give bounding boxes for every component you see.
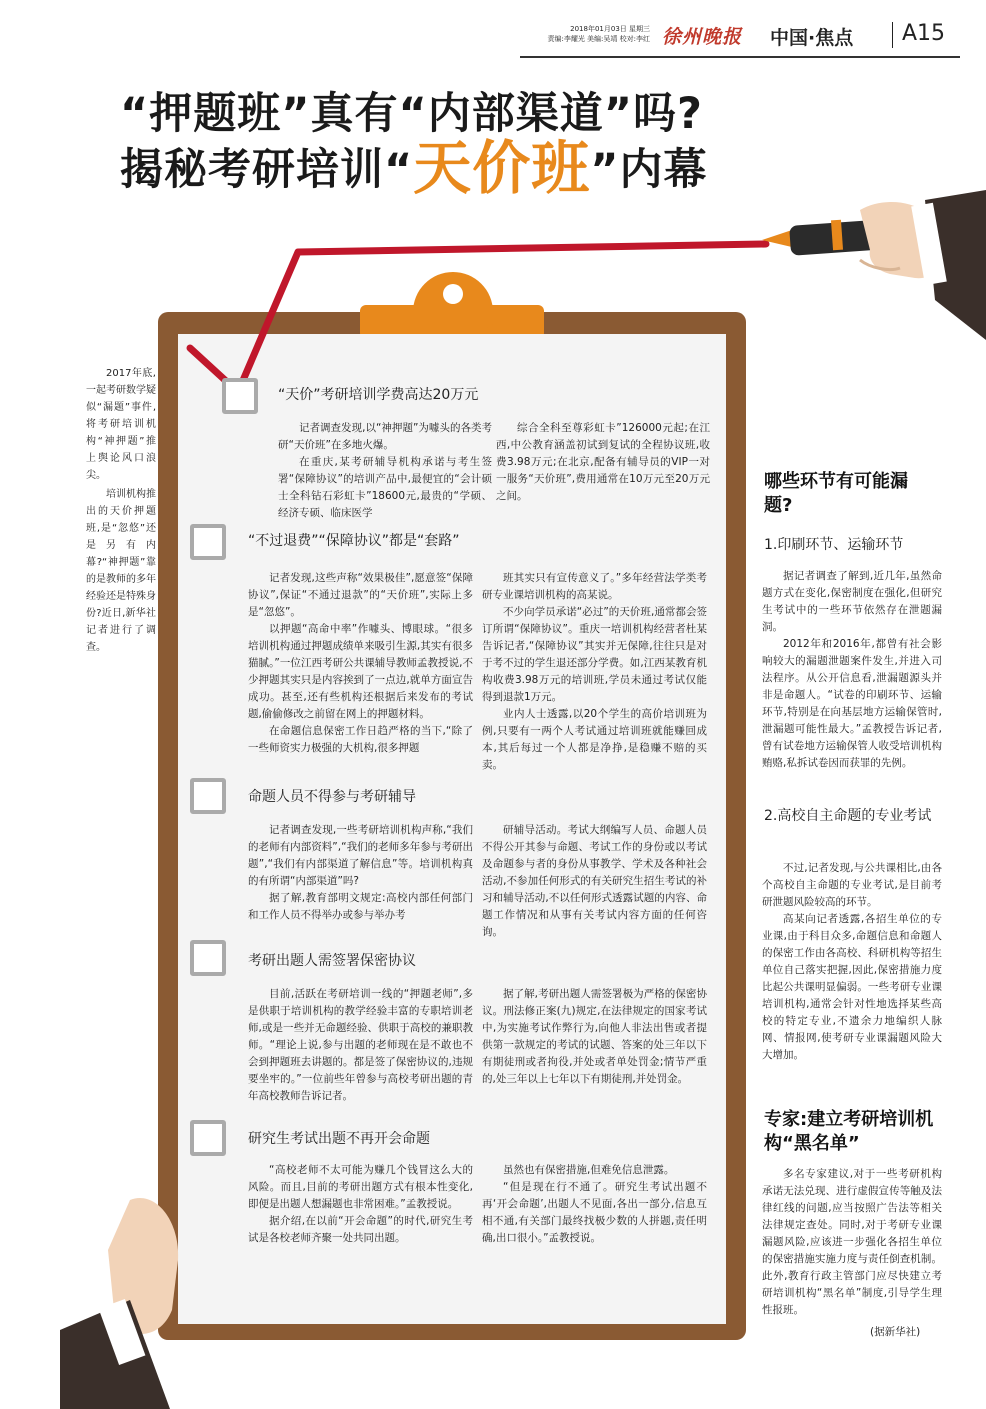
- sidebar-body: [762, 860, 942, 1064]
- checkbox-icon: [190, 1120, 226, 1156]
- section-text-left: [248, 986, 473, 1105]
- section-text-right: [482, 986, 707, 1088]
- clipboard-clip: [413, 272, 493, 328]
- paragraph: 不过,记者发现,与公共课相比,由各个高校自主命题的专业考试,是目前考研泄题风险较高的环节。: [762, 862, 942, 908]
- date-line: 2018年01月03日 星期三: [570, 25, 650, 33]
- paragraph: 2012年和2016年,都曾有社会影响较大的漏题泄题案件发生,并进入司法程序。从公开信息看,泄漏题源头并非是命题人。“试卷的印刷环节、运输环节,特别是在向基层地方运输保管时,泄漏题可能性最大。”孟教授告诉记者,曾有试卷地方运输保管人收受培训机构贿赂,私拆试卷因而获罪的先例。: [762, 638, 942, 769]
- newspaper-logo: 徐州晚报: [662, 26, 743, 48]
- section-text-left: [248, 570, 473, 757]
- section-title: 研究生考试出题不再开会命题: [248, 1131, 430, 1147]
- hand-with-pen-icon: [740, 190, 986, 450]
- hand-holding-board-icon: [60, 1190, 220, 1409]
- page-number: A15: [902, 21, 946, 46]
- section-title: “天价”考研培训学费高达20万元: [278, 387, 479, 403]
- paragraph: 高某向记者透露,各招生单位的专业课,由于科目众多,命题信息和命题人的保密工作由各高校、科研机构等招生单位自己落实把握,因此,保密措施力度比起公共课明显偏弱。一些考研专业课培训机构,通常会针对性地选择某些高校的特定专业,不遗余力地编织人脉网、情报网,使考研专业课漏题风险大大增加。: [762, 913, 942, 1061]
- intro-paragraph: 培训机构推出的天价押题班,是“忽悠”还是另有内幕?“神押题”靠的是教师的多年经验还是特殊身份?近日,新华社记者进行了调查。: [86, 489, 156, 653]
- headline-line1: “押题班”真有“内部渠道”吗?: [120, 89, 703, 139]
- expert-heading: 专家:建立考研培训机构“黑名单”: [764, 1109, 934, 1154]
- section-text-right: [482, 1162, 707, 1247]
- sidebar-subheading: 2.高校自主命题的专业考试: [764, 808, 932, 824]
- paragraph: 记者发现,这些声称“效果极佳”,愿意签“保障协议”,保证“不通过退款”的“天价班”,实际上多是“忽悠”。: [248, 572, 473, 618]
- checkbox-icon: [190, 778, 226, 814]
- paragraph: 据了解,教育部明文规定:高校内部任何部门和工作人员不得举办或参与举办考: [248, 892, 473, 921]
- paragraph: 研辅导活动。考试大纲编写人员、命题人员不得公开其参与命题、考试工作的身份或以考试及命题参与者的身份从事教学、学术及各种社会活动,不参加任何形式的有关研究生招生考试的补习和辅导活动,不以任何形式透露试题的内容、命题工作情况和从事有关考试内容方面的任何咨询。: [482, 824, 707, 938]
- masthead-divider: [892, 22, 893, 48]
- paragraph: 不少向学员承诺“必过”的天价班,通常都会签订所谓“保障协议”。重庆一培训机构经营者杜某告诉记者,“保障协议”其实并无保障,往往只是对于考不过的学生退还部分学费。如,江西某教育机构收费3.98万元的培训班,学员未通过考试仅能得到退款1万元。: [482, 606, 707, 703]
- section-name: 中国·焦点: [770, 27, 854, 49]
- paragraph: 业内人士透露,以20个学生的高价培训班为例,只要有一两个人考试通过培训班就能赚回成本,其后每过一个人都是净挣,是稳赚不赔的买卖。: [482, 708, 707, 771]
- section-text-right: [482, 822, 707, 941]
- checkbox-icon: [190, 524, 226, 560]
- paragraph: 目前,活跃在考研培训一线的“押题老师”,多是供职于培训机构的教学经验丰富的专职培训老师,或是一些并无命题经验、供职于高校的兼职教师。“理论上说,参与出题的老师现在是不敢也不会到押题班去讲题的。都是签了保密协议的,违规要坐牢的。”一位前些年曾参与高校考研出题的青年高校教师告诉记者。: [248, 988, 473, 1102]
- paragraph: “高校老师不太可能为赚几个钱冒这么大的风险。而且,目前的考研出题方式有根本性变化,即便是出题人想漏题也非常困难。”孟教授说。: [248, 1164, 473, 1210]
- paragraph: 在命题信息保密工作日趋严格的当下,“除了一些师资实力极强的大机构,很多押题: [248, 725, 473, 754]
- expert-body: [762, 1166, 942, 1319]
- sidebar-heading: 哪些环节有可能漏题?: [764, 471, 908, 516]
- paragraph: 虽然也有保密措施,但难免信息泄露。: [503, 1164, 675, 1176]
- intro-note: [86, 365, 156, 658]
- paragraph: 据记者调查了解到,近几年,虽然命题方式在变化,保密制度在强化,但研究生考试中的一些环节依然存在泄题漏洞。: [762, 570, 942, 633]
- paragraph: 以押题“高命中率”作噱头、博眼球。“很多培训机构通过押题成绩单来吸引生源,其实有很多猫腻。”一位江西考研公共课辅导教师孟教授说,不少押题其实只是内容挨到了一点边,就单方面宣告成功。甚至,还有些机构还根据后来发布的考试题,偷偷修改之前留在网上的押题材料。: [248, 623, 473, 720]
- headline-line2-pre: 揭秘考研培训“: [120, 145, 414, 195]
- masthead-rule: [520, 56, 960, 58]
- headline-line2: [120, 134, 820, 202]
- section-text-left: [248, 1162, 473, 1247]
- intro-paragraph: 2017年底,一起考研数学疑似“漏题”事件,将考研培训机构“神押题”推上舆论风口浪尖。: [86, 368, 156, 481]
- paragraph: 在重庆,某考研辅导机构承诺与考生签署“保障协议”的培训产品中,最便宜的“会计硕士全科钻石彩虹卡”18600元,最贵的“学硕、经济专硕、临床医学: [278, 456, 492, 519]
- sidebar-body: [762, 568, 942, 772]
- masthead: [520, 18, 960, 58]
- section-text-left: [248, 822, 473, 924]
- paragraph: 记者调查发现,以“神押题”为噱头的各类考研“天价班”在多地火爆。: [278, 422, 492, 451]
- sidebar-subheading: 1.印刷环节、运输环节: [764, 537, 904, 553]
- section-title: 考研出题人需签署保密协议: [248, 953, 416, 969]
- paragraph: “但是现在行不通了。研究生考试出题不再‘开会命题’,出题人不见面,各出一部分,信息互相不通,有关部门最终找极少数的人拼题,责任明确,出口很小。”孟教授说。: [482, 1181, 707, 1244]
- checkbox-icon: [190, 940, 226, 976]
- section-title: 命题人员不得参与考研辅导: [248, 789, 416, 805]
- checkbox-icon: [222, 378, 258, 414]
- editor-line: 责编:李耀光 美编:吴靖 校对:李红: [547, 35, 650, 43]
- masthead-date: [520, 24, 650, 44]
- paragraph: 记者调查发现,一些考研培训机构声称,“我们的老师有内部资料”,“我们的老师多年参与考研出题”,“我们有内部渠道了解信息”等。培训机构真的有所谓“内部渠道”吗?: [248, 824, 473, 887]
- paragraph: 据介绍,在以前“开会命题”的时代,研究生考试是各校老师齐聚一处共同出题。: [248, 1215, 473, 1244]
- section-text-right: [496, 420, 710, 505]
- paragraph: 据了解,考研出题人需签署极为严格的保密协议。刑法修正案(九)规定,在法律规定的国家考试中,为实施考试作弊行为,向他人非法出售或者提供第一款规定的考试的试题、答案的处三年以下有期徒刑或者拘役,并处或者单处罚金;情节严重的,处三年以上七年以下有期徒刑,并处罚金。: [482, 988, 707, 1085]
- source-credit: (据新华社): [870, 1326, 921, 1338]
- headline: [120, 88, 820, 202]
- headline-accent: 天价班: [413, 134, 591, 202]
- paragraph: 班其实只有宣传意义了。”多年经营法学类考研专业课培训机构的高某说。: [482, 572, 707, 601]
- section-text-right: [482, 570, 707, 774]
- paragraph: 综合全科至尊彩虹卡”126000元起;在江西,中公教育涵盖初试到复试的全程协议班,收费3.98万元;在北京,配备有辅导员的VIP一对一服务“天价班”,费用通常在10万元至20万元之间。: [496, 422, 710, 502]
- headline-line2-post: ”内幕: [590, 145, 708, 195]
- paragraph: 多名专家建议,对于一些考研机构承诺无法兑现、进行虚假宣传等触及法律红线的问题,应当按照广告法等相关法律规定查处。同时,对于考研专业课漏题风险,应该进一步强化各招生单位的保密措施实施力度与责任倒查机制。此外,教育行政主管部门应尽快建立考研培训机构“黑名单”制度,引导学生理性报班。: [762, 1168, 942, 1316]
- section-title: “不过退费”“保障协议”都是“套路”: [248, 533, 460, 549]
- section-text-left: [278, 420, 492, 522]
